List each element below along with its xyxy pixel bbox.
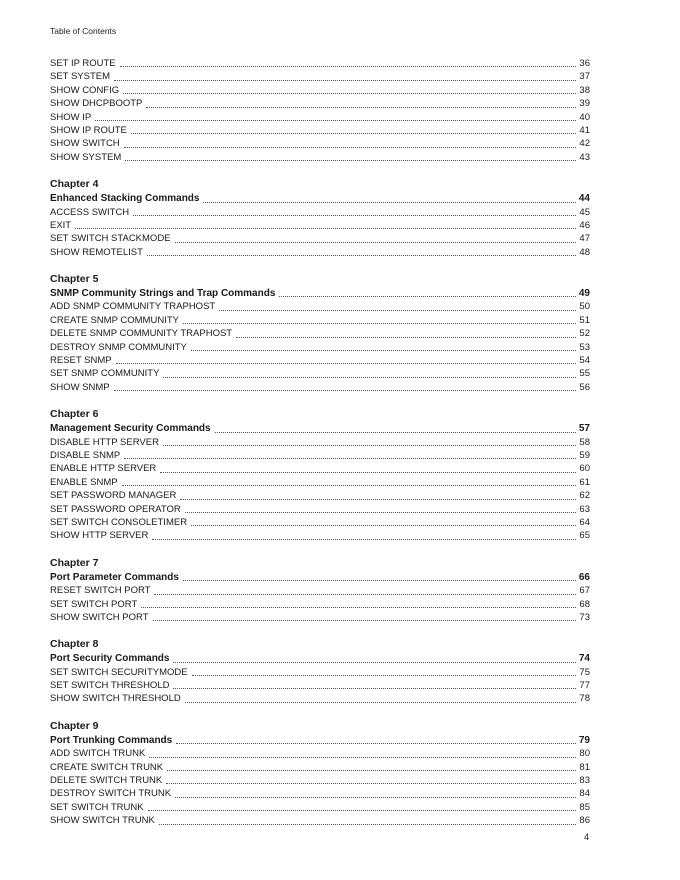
entry-page-number: 56 [579,381,590,393]
toc-entry[interactable] [50,97,590,110]
toc-entry[interactable] [50,747,590,760]
entry-page-number: 63 [579,503,590,515]
dot-leader [148,809,577,811]
dot-leader [175,241,577,243]
chapter-label: Chapter 9 [50,719,99,732]
toc-entry[interactable] [50,787,590,800]
toc-entry[interactable] [50,327,590,340]
dot-leader [147,254,577,256]
toc-entry[interactable] [50,246,590,259]
toc-entry[interactable] [50,611,590,624]
table-of-contents [50,57,590,828]
chapter-title-link[interactable] [50,734,590,747]
dot-leader [191,524,576,526]
entry-page-number: 65 [579,530,590,542]
entry-page-number: 45 [579,206,590,218]
dot-leader [141,606,576,608]
entry-label: SHOW SYSTEM [50,151,122,163]
dot-leader [183,322,576,324]
dot-leader [163,444,576,446]
entry-label: SHOW DHCPBOOTP [50,98,143,110]
entry-label: SNMP Community Strings and Trap Commands [50,288,276,300]
dot-leader [192,674,577,676]
toc-entry[interactable] [50,57,590,70]
chapter-section [50,406,590,543]
entry-label: RESET SNMP [50,355,112,367]
entry-page-number: 39 [579,98,590,110]
chapter-label: Chapter 7 [50,556,99,569]
dot-leader [122,484,577,486]
dot-leader [173,687,576,689]
toc-entry[interactable] [50,666,590,679]
entry-page-number: 74 [578,653,590,665]
toc-entry[interactable] [50,219,590,232]
entry-label: ADD SNMP COMMUNITY TRAPHOST [50,301,216,313]
dot-leader [95,119,576,121]
toc-entry[interactable] [50,761,590,774]
entry-page-number: 38 [579,84,590,96]
dot-leader [191,349,577,351]
toc-entry[interactable] [50,692,590,705]
entry-label: SET IP ROUTE [50,58,116,69]
entry-label: SHOW SWITCH [50,138,120,150]
entry-label: ENABLE SNMP [50,476,118,488]
entry-page-number: 73 [579,611,590,623]
toc-entry[interactable] [50,354,590,367]
toc-entry[interactable] [50,462,590,475]
chapter-label: Chapter 6 [50,408,99,421]
entry-label: DESTROY SWITCH TRUNK [50,788,172,800]
entry-page-number: 50 [579,301,590,313]
page-number: 4 [584,832,590,842]
dot-leader [183,579,576,581]
toc-entry[interactable] [50,584,590,597]
entry-label: SHOW IP ROUTE [50,124,127,136]
entry-label: DISABLE HTTP SERVER [50,436,159,448]
dot-leader [219,309,576,311]
entry-label: SHOW CONFIG [50,84,120,96]
toc-entry[interactable] [50,801,590,814]
entry-label: ADD SWITCH TRUNK [50,748,146,760]
entry-page-number: 75 [579,666,590,678]
entry-label: SHOW HTTP SERVER [50,530,149,542]
entry-page-number: 59 [579,449,590,461]
entry-page-number: 66 [578,571,590,583]
dot-leader [154,593,576,595]
entry-page-number: 51 [579,314,590,326]
chapter-title-link[interactable] [50,571,590,584]
entry-label: DELETE SWITCH TRUNK [50,775,163,787]
toc-entry[interactable] [50,137,590,150]
dot-leader [279,295,575,297]
entry-page-number: 37 [579,71,590,83]
entry-label: SHOW SNMP [50,381,110,393]
toc-entry[interactable] [50,341,590,354]
entry-page-number: 52 [579,328,590,340]
dot-leader [116,362,577,364]
entry-label: SHOW IP [50,111,92,123]
entry-label: SHOW SWITCH THRESHOLD [50,693,181,705]
entry-page-number: 60 [579,463,590,475]
toc-entry[interactable] [50,516,590,529]
dot-leader [176,742,576,744]
dot-leader [185,511,577,513]
entry-page-number: 44 [578,193,590,205]
toc-entry[interactable] [50,476,590,489]
entry-label: Port Parameter Commands [50,571,179,583]
page-header: Table of Contents [50,26,117,36]
toc-entry[interactable] [50,449,590,462]
entry-label: RESET SWITCH PORT [50,585,151,597]
entry-page-number: 79 [578,734,590,746]
dot-leader [173,661,575,663]
entry-label: SET SWITCH CONSOLETIMER [50,516,188,528]
entry-page-number: 46 [579,219,590,231]
entry-label: SHOW SWITCH PORT [50,611,149,623]
entry-page-number: 40 [579,111,590,123]
toc-entry[interactable] [50,503,590,516]
entry-page-number: 78 [579,693,590,705]
chapter-title-link[interactable] [50,652,590,665]
toc-entry[interactable] [50,679,590,692]
entry-page-number: 67 [579,585,590,597]
chapter-title-link[interactable] [50,192,590,205]
dot-leader [166,782,576,784]
entry-page-number: 42 [579,138,590,150]
entry-label: SET PASSWORD OPERATOR [50,503,181,515]
entry-page-number: 64 [579,516,590,528]
entry-label: SET SWITCH STACKMODE [50,233,171,245]
toc-entry[interactable] [50,814,590,827]
entry-label: Port Trunking Commands [50,734,173,746]
dot-leader [125,159,576,161]
entry-label: EXIT [50,219,72,231]
dot-leader [152,538,576,540]
dot-leader [123,92,576,94]
entry-label: SHOW REMOTELIST [50,246,143,258]
entry-label: SET SNMP COMMUNITY [50,368,160,380]
toc-entry[interactable] [50,314,590,327]
toc-entry[interactable] [50,489,590,502]
toc-entry[interactable] [50,206,590,219]
entry-page-number: 58 [579,436,590,448]
dot-leader [114,389,577,391]
chapter-section [50,555,590,625]
dot-leader [175,796,576,798]
dot-leader [160,471,576,473]
entry-page-number: 55 [579,368,590,380]
dot-leader [180,498,576,500]
entry-page-number: 47 [579,233,590,245]
entry-label: ACCESS SWITCH [50,206,130,218]
toc-entry[interactable] [50,436,590,449]
entry-label: DELETE SNMP COMMUNITY TRAPHOST [50,328,233,340]
entry-label: SET SWITCH SECURITYMODE [50,666,188,678]
dot-leader [153,619,577,621]
entry-label: SET SWITCH TRUNK [50,801,144,813]
entry-page-number: 81 [579,761,590,773]
dot-leader [163,376,576,378]
toc-entry[interactable] [50,232,590,245]
dot-leader [167,769,576,771]
entry-page-number: 41 [579,124,590,136]
entry-page-number: 83 [579,775,590,787]
chapter-section [50,271,590,394]
dot-leader [124,146,577,148]
chapters-list [50,176,590,827]
entry-label: ENABLE HTTP SERVER [50,463,157,475]
dot-leader [215,431,576,433]
toc-entry[interactable] [50,124,590,137]
entry-page-number: 49 [578,288,590,300]
toc-entry[interactable] [50,367,590,380]
entry-label: SET SYSTEM [50,71,111,83]
toc-entry[interactable] [50,70,590,83]
dot-leader [146,106,576,108]
entry-label: DISABLE SNMP [50,449,121,461]
entry-label: SHOW SWITCH TRUNK [50,815,155,827]
toc-entry[interactable] [50,111,590,124]
intro-entries [50,57,590,164]
entry-page-number: 84 [579,788,590,800]
entry-page-number: 48 [579,246,590,258]
entry-label: CREATE SWITCH TRUNK [50,761,164,773]
dot-leader [131,132,577,134]
dot-leader [203,201,575,203]
dot-leader [120,65,577,67]
dot-leader [236,336,576,338]
toc-entry[interactable] [50,774,590,787]
dot-leader [124,457,576,459]
entry-page-number: 80 [579,748,590,760]
toc-entry[interactable] [50,300,590,313]
dot-leader [149,756,576,758]
dot-leader [133,214,576,216]
dot-leader [159,823,577,825]
chapter-title-link[interactable] [50,422,590,435]
entry-page-number: 57 [578,423,590,435]
chapter-section [50,176,590,259]
entry-page-number: 43 [579,151,590,163]
entry-label: Management Security Commands [50,423,211,435]
entry-label: SET SWITCH PORT [50,598,138,610]
dot-leader [185,701,577,703]
entry-page-number: 36 [579,58,590,69]
dot-leader [75,227,576,229]
entry-page-number: 86 [579,815,590,827]
entry-page-number: 61 [579,476,590,488]
entry-page-number: 85 [579,801,590,813]
chapter-section [50,636,590,706]
entry-page-number: 53 [579,341,590,353]
entry-label: CREATE SNMP COMMUNITY [50,314,179,326]
entry-page-number: 68 [579,598,590,610]
entry-label: Enhanced Stacking Commands [50,193,200,205]
toc-entry[interactable] [50,598,590,611]
toc-entry[interactable] [50,381,590,394]
entry-label: SET PASSWORD MANAGER [50,490,177,502]
chapter-title-link[interactable] [50,287,590,300]
entry-page-number: 62 [579,490,590,502]
entry-label: SET SWITCH THRESHOLD [50,680,170,692]
toc-entry[interactable] [50,151,590,164]
entry-label: Port Security Commands [50,653,170,665]
entry-page-number: 54 [579,355,590,367]
chapter-label: Chapter 4 [50,178,99,191]
entry-page-number: 77 [579,680,590,692]
toc-entry[interactable] [50,84,590,97]
chapter-section [50,718,590,828]
chapter-label: Chapter 8 [50,638,99,651]
dot-leader [114,79,576,81]
toc-entry[interactable] [50,529,590,542]
chapter-label: Chapter 5 [50,273,99,286]
entry-label: DESTROY SNMP COMMUNITY [50,341,187,353]
